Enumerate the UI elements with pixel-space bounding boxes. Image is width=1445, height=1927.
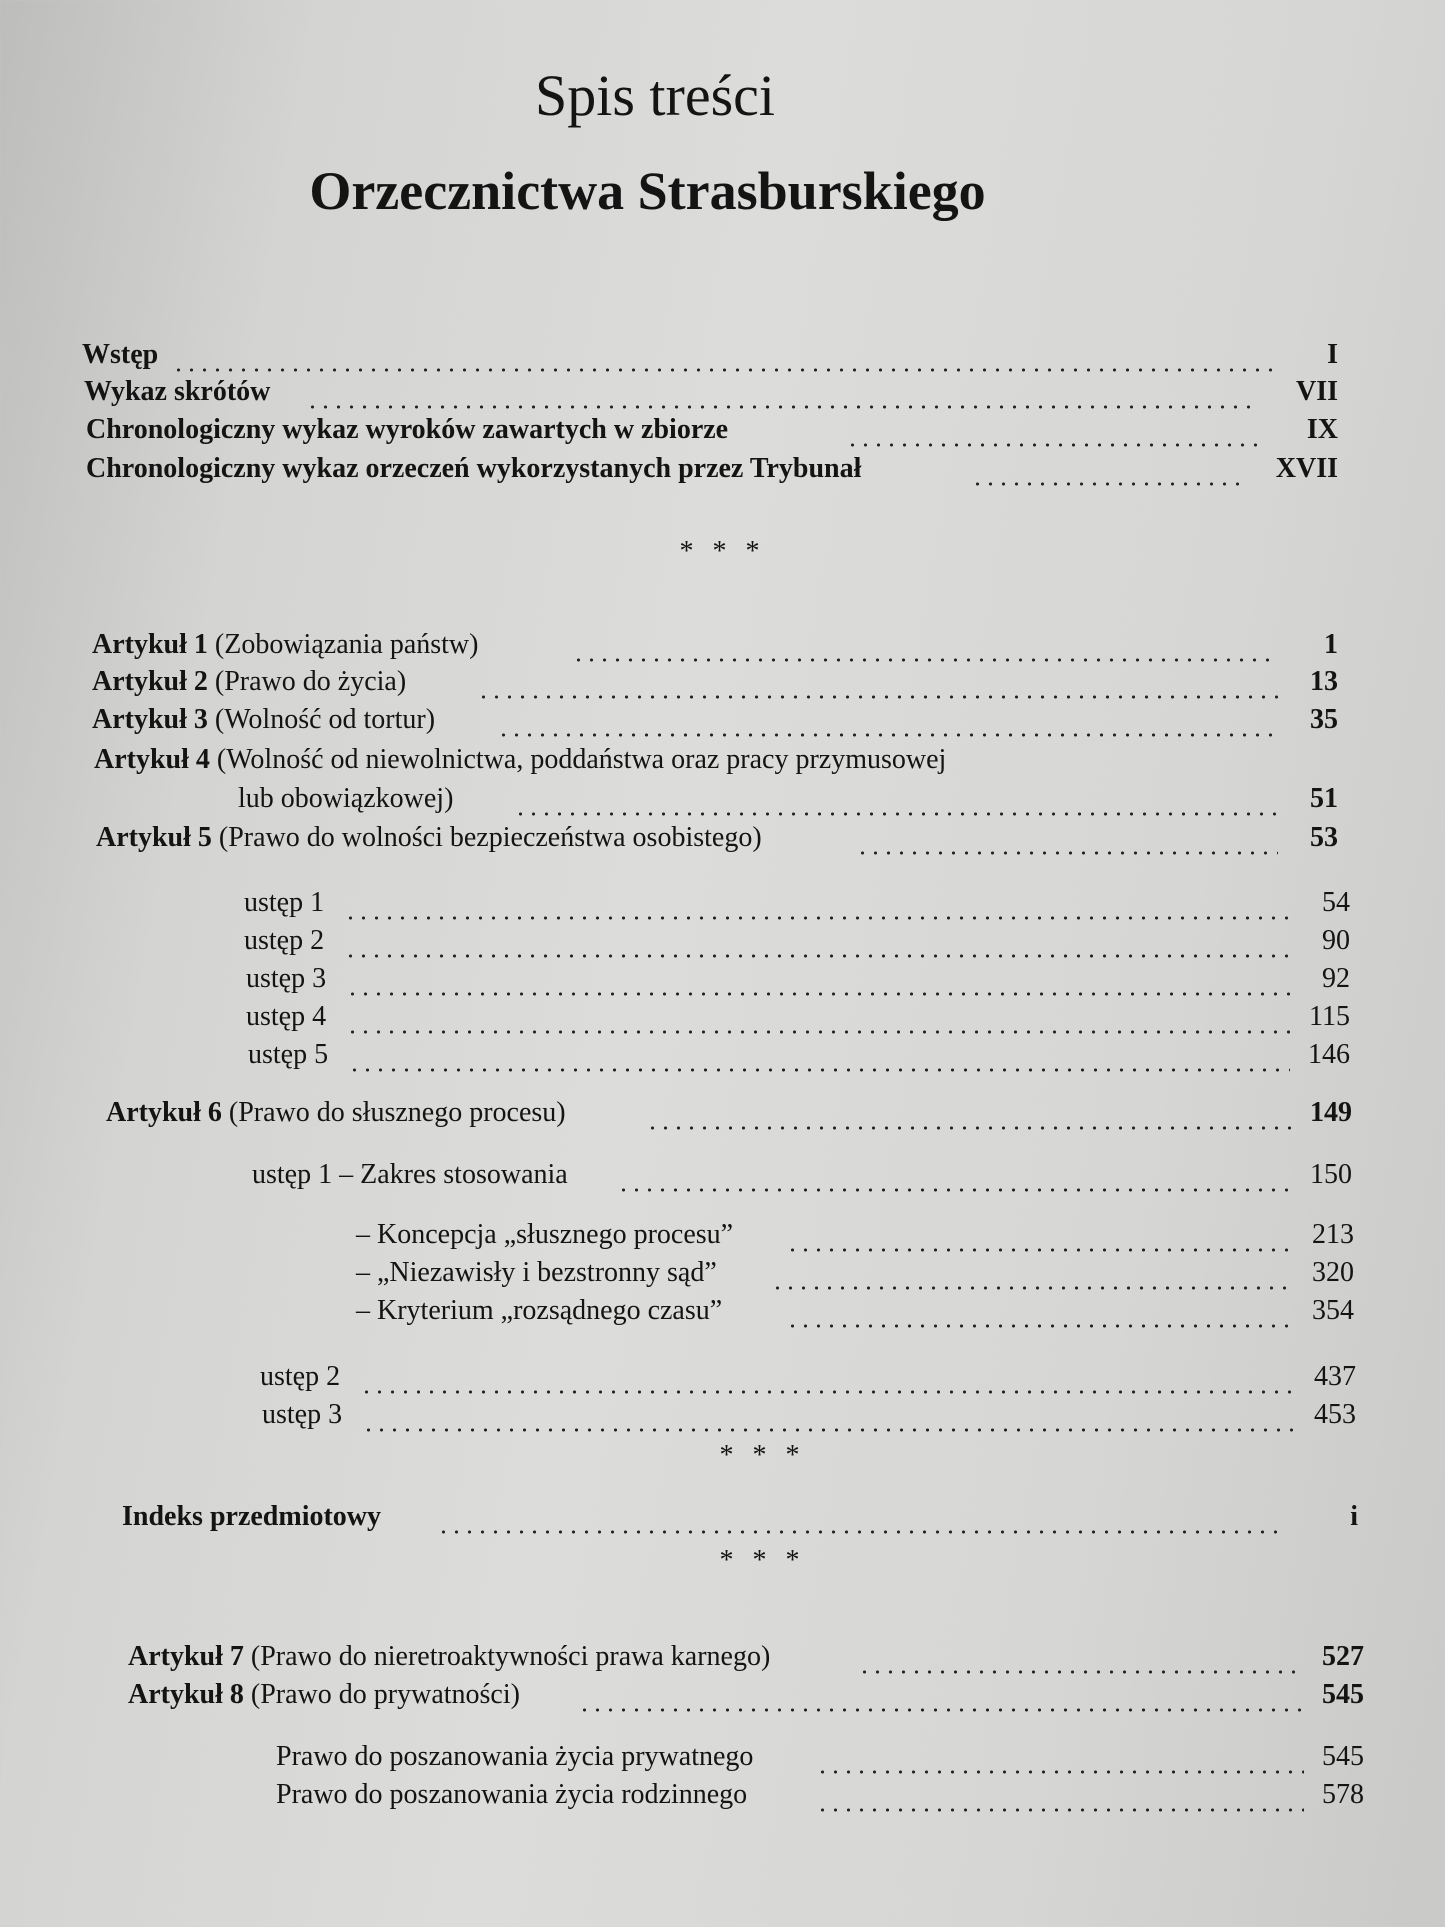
toc-entry-wykaz-skrotow[interactable]: Wykaz skrótów VII [84, 376, 1338, 407]
toc-entry-artykul-5[interactable]: Artykuł 5 (Prawo do wolności bezpieczeństwa osobistego) 53 [96, 822, 1338, 853]
toc-entry-niezawisly-sad[interactable]: – „Niezawisły i bezstronny sąd” 320 [356, 1257, 1354, 1288]
toc-entry-koncepcja[interactable]: – Koncepcja „słusznego procesu” 213 [356, 1219, 1354, 1250]
toc-entry-zycie-prywatne[interactable]: Prawo do poszanowania życia prywatnego 545 [276, 1741, 1364, 1772]
toc-entry-artykul-6-ustep-2[interactable]: ustęp 2 437 [260, 1361, 1356, 1392]
toc-entry-artykul-5-ustep-3[interactable]: ustęp 3 92 [246, 963, 1350, 994]
toc-entry-artykul-5-ustep-5[interactable]: ustęp 5 146 [248, 1039, 1350, 1070]
toc-entry-artykul-4-cont[interactable]: lub obowiązkowej) 51 [238, 783, 1338, 814]
section-separator: * * * [719, 1545, 806, 1576]
book-title: Orzecznictwa Strasburskiego [309, 161, 986, 221]
bleed-through-text [940, 20, 1360, 54]
toc-entry-artykul-5-ustep-1[interactable]: ustęp 1 54 [244, 887, 1350, 918]
toc-entry-wstep[interactable]: Wstęp I [82, 339, 1338, 370]
toc-entry-artykul-5-ustep-2[interactable]: ustęp 2 90 [244, 925, 1350, 956]
toc-entry-wykaz-wyrokow[interactable]: Chronologiczny wykaz wyroków zawartych w zbiorze IX [86, 414, 1338, 445]
toc-entry-artykul-6[interactable]: Artykuł 6 (Prawo do słusznego procesu) 149 [106, 1097, 1352, 1128]
toc-entry-artykul-4[interactable]: Artykuł 4 (Wolność od niewolnictwa, poddaństwa oraz pracy przymusowej [94, 744, 947, 775]
section-separator: * * * [719, 1440, 806, 1471]
toc-entry-artykul-6-ustep-3[interactable]: ustęp 3 453 [262, 1399, 1356, 1430]
toc-entry-zycie-rodzinne[interactable]: Prawo do poszanowania życia rodzinnego 578 [276, 1779, 1364, 1810]
toc-entry-artykul-3[interactable]: Artykuł 3 (Wolność od tortur) 35 [92, 704, 1338, 735]
toc-entry-rozsadny-czas[interactable]: – Kryterium „rozsądnego czasu” 354 [356, 1295, 1354, 1326]
toc-entry-artykul-1[interactable]: Artykuł 1 (Zobowiązania państw) 1 [92, 629, 1338, 660]
toc-entry-artykul-6-ustep-1[interactable]: ustęp 1 – Zakres stosowania 150 [252, 1159, 1352, 1190]
toc-entry-artykul-8[interactable]: Artykuł 8 (Prawo do prywatności) 545 [128, 1679, 1364, 1710]
toc-entry-artykul-7[interactable]: Artykuł 7 (Prawo do nieretroaktywności prawa karnego) 527 [128, 1641, 1364, 1672]
section-separator: * * * [679, 536, 766, 567]
toc-entry-artykul-2[interactable]: Artykuł 2 (Prawo do życia) 13 [92, 666, 1338, 697]
toc-entry-artykul-5-ustep-4[interactable]: ustęp 4 115 [246, 1001, 1350, 1032]
page-title: Spis treści [534, 63, 776, 128]
toc-entry-indeks[interactable]: Indeks przedmiotowy i [122, 1501, 1358, 1532]
toc-entry-wykaz-orzeczen[interactable]: Chronologiczny wykaz orzeczeń wykorzystanych przez Trybunał XVII [86, 453, 1338, 484]
